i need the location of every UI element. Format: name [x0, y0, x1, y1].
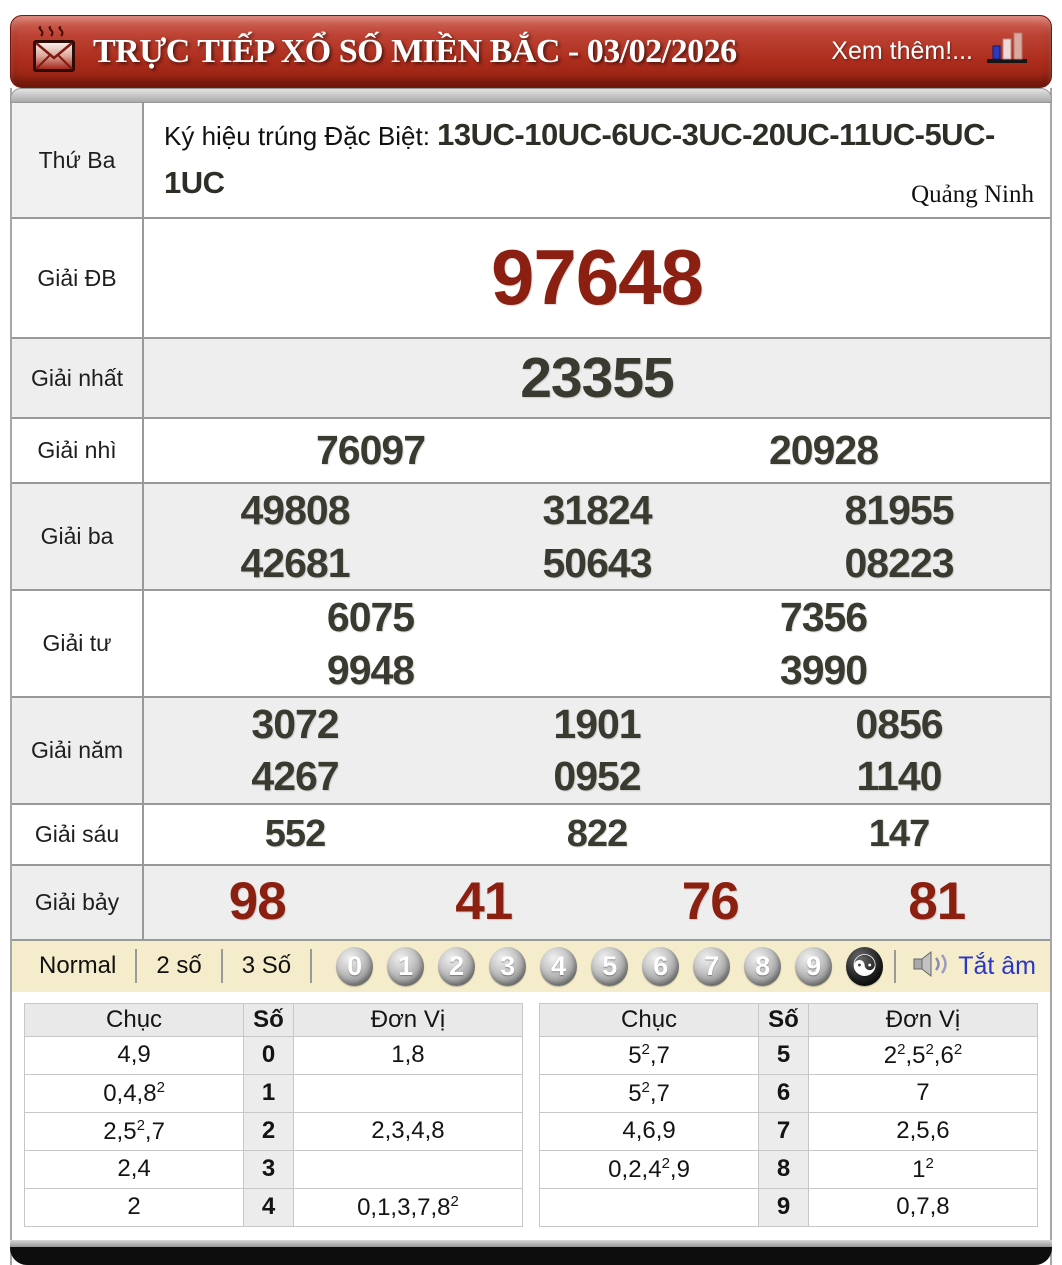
- prize-number: 0952: [553, 753, 641, 800]
- digit-summary-area: [12, 992, 1050, 1240]
- digit-cell: 2,4: [25, 1150, 244, 1188]
- prize-label: Giải tư: [12, 591, 144, 696]
- prize-number: 97648: [491, 233, 703, 322]
- prize-number: 81: [908, 872, 966, 932]
- digit-cell: 0,7,8: [808, 1188, 1037, 1226]
- prize-number: 1901: [553, 700, 641, 747]
- digit-cell: 4,9: [25, 1036, 244, 1074]
- digit-cell: 7: [759, 1112, 809, 1150]
- digit-row: [25, 1150, 523, 1188]
- prize-row-seven: [12, 864, 1050, 939]
- digit-cell: [540, 1188, 759, 1226]
- digit-header: Đơn Vị: [293, 1003, 522, 1036]
- digit-row: [540, 1112, 1038, 1150]
- see-more-label: Xem thêm!...: [831, 37, 973, 65]
- results-widget: [10, 88, 1052, 1265]
- widget-top-edge: [10, 88, 1052, 103]
- digit-header: Đơn Vị: [808, 1003, 1037, 1036]
- control-bar: [12, 939, 1050, 992]
- prize-number: 4267: [251, 753, 339, 800]
- digit-row: [25, 1074, 523, 1112]
- widget-bottom-edge: [10, 1240, 1052, 1247]
- number-ball-2[interactable]: 2: [438, 947, 475, 986]
- prize-number: 98: [228, 872, 286, 932]
- prize-row-six: [12, 803, 1050, 864]
- digit-row: [540, 1188, 1038, 1226]
- digit-row: [25, 1188, 523, 1226]
- digit-cell: $2,5^2,7$: [25, 1112, 244, 1150]
- prize-label: Giải nhì: [12, 419, 144, 482]
- digit-cell: 5: [759, 1036, 809, 1074]
- prize-number: 41: [455, 872, 513, 932]
- prize-number: 81955: [844, 487, 954, 534]
- prize-number: 552: [264, 813, 326, 856]
- number-ball-0[interactable]: 0: [336, 947, 373, 986]
- prize-number: 6075: [326, 594, 415, 641]
- number-ball-1[interactable]: 1: [387, 947, 424, 986]
- prize-number: 9948: [326, 646, 415, 693]
- prize-label: Giải bảy: [12, 866, 144, 939]
- prize-label: Giải ĐB: [12, 219, 144, 337]
- digit-cell: [293, 1074, 522, 1112]
- prize-number: 08223: [844, 539, 954, 586]
- digit-header: Chục: [540, 1003, 759, 1036]
- ball-row: [336, 947, 884, 986]
- prize-row-three: [12, 482, 1050, 589]
- digit-cell: 0: [244, 1036, 294, 1074]
- lottery-header: [10, 15, 1052, 88]
- digit-cell: 3: [244, 1150, 294, 1188]
- mode-button-0[interactable]: Normal: [20, 949, 137, 983]
- digit-cell: 2,5,6: [808, 1112, 1037, 1150]
- digit-cell: 4,6,9: [540, 1112, 759, 1150]
- digit-cell: $5^2,7$: [540, 1074, 759, 1112]
- page-title: TRỰC TIẾP XỔ SỐ MIỀN BẮC - 03/02/2026: [93, 32, 737, 70]
- province-label: Quảng Ninh: [911, 181, 1034, 209]
- prize-number: 50643: [542, 539, 652, 586]
- prize-number: 3072: [251, 700, 339, 747]
- digit-cell: 7: [808, 1074, 1037, 1112]
- digit-table-left: [24, 1003, 523, 1227]
- special-sign-cell: [144, 103, 1050, 217]
- digit-cell: 0,1,3,7,8$^2$: [293, 1188, 522, 1226]
- weekday-label: Thứ Ba: [12, 103, 144, 217]
- mode-button-1[interactable]: 2 số: [137, 949, 222, 983]
- digit-row: [540, 1074, 1038, 1112]
- digit-cell: 2,3,4,8: [293, 1112, 522, 1150]
- speaker-icon: [913, 950, 949, 983]
- prize-number: 822: [566, 813, 628, 856]
- digit-cell: [293, 1150, 522, 1188]
- prize-row-five: [12, 696, 1050, 803]
- prize-rows: [12, 217, 1050, 939]
- digit-row: [25, 1112, 523, 1150]
- digit-cell: 8: [759, 1150, 809, 1188]
- mode-switcher: [20, 949, 312, 983]
- prize-number: 76097: [315, 427, 425, 474]
- number-ball-6[interactable]: 6: [642, 947, 679, 986]
- info-row: [12, 103, 1050, 217]
- yin-yang-ball[interactable]: ☯: [846, 947, 883, 986]
- prize-label: Giải ba: [12, 484, 144, 589]
- prize-number: 1140: [856, 753, 942, 800]
- digit-cell: 4: [244, 1188, 294, 1226]
- prize-row-first: [12, 337, 1050, 417]
- prize-number: 0856: [855, 700, 943, 747]
- sign-value: 13UC-10UC-6UC-3UC-20UC-11UC-5UC-1UC: [164, 117, 995, 201]
- digit-header: Số: [759, 1003, 809, 1036]
- prize-number: 49808: [240, 487, 350, 534]
- digit-header: Số: [244, 1003, 294, 1036]
- digit-cell: 1: [244, 1074, 294, 1112]
- number-ball-7[interactable]: 7: [693, 947, 730, 986]
- digit-cell: 1,8: [293, 1036, 522, 1074]
- prize-number: 147: [868, 813, 930, 856]
- see-more-link[interactable]: [831, 31, 1029, 72]
- prize-row-db: [12, 217, 1050, 337]
- bar-chart-icon: [985, 31, 1029, 72]
- digit-cell: $1^2$: [808, 1150, 1037, 1188]
- number-ball-5[interactable]: 5: [591, 947, 628, 986]
- digit-table-right: [539, 1003, 1038, 1227]
- number-ball-8[interactable]: 8: [744, 947, 781, 986]
- digit-cell: 0,2,4$^2$,9: [540, 1150, 759, 1188]
- digit-cell: 9: [759, 1188, 809, 1226]
- widget-bottom-shadow: [10, 1247, 1052, 1265]
- prize-row-four: [12, 589, 1050, 696]
- prize-number: 42681: [240, 539, 350, 586]
- envelope-icon: [29, 26, 79, 78]
- number-ball-9[interactable]: 9: [795, 947, 832, 986]
- prize-number: 76: [681, 872, 739, 932]
- prize-label: Giải nhất: [12, 339, 144, 417]
- digit-cell: $5^2,7$: [540, 1036, 759, 1074]
- digit-cell: 6: [759, 1074, 809, 1112]
- digit-cell: 2: [25, 1188, 244, 1226]
- number-ball-3[interactable]: 3: [489, 947, 526, 986]
- mute-button[interactable]: [894, 950, 1036, 983]
- digit-cell: 2: [244, 1112, 294, 1150]
- prize-label: Giải sáu: [12, 805, 144, 864]
- digit-cell: $2^2,5^2,6^2$: [808, 1036, 1037, 1074]
- number-ball-4[interactable]: 4: [540, 947, 577, 986]
- mute-label: Tắt âm: [958, 951, 1036, 980]
- digit-header: Chục: [25, 1003, 244, 1036]
- prize-number: 3990: [779, 646, 868, 693]
- digit-row: [25, 1036, 523, 1074]
- prize-label: Giải năm: [12, 698, 144, 803]
- digit-row: [540, 1150, 1038, 1188]
- prize-number: 31824: [542, 487, 652, 534]
- mode-button-2[interactable]: 3 Số: [223, 949, 312, 983]
- prize-number: 20928: [768, 427, 878, 474]
- prize-number: 7356: [779, 594, 868, 641]
- prize-number: 23355: [520, 345, 674, 410]
- prize-row-two: [12, 417, 1050, 482]
- digit-cell: 0,4,8$^2$: [25, 1074, 244, 1112]
- digit-row: [540, 1036, 1038, 1074]
- sign-label: Ký hiệu trúng Đặc Biệt:: [164, 121, 430, 151]
